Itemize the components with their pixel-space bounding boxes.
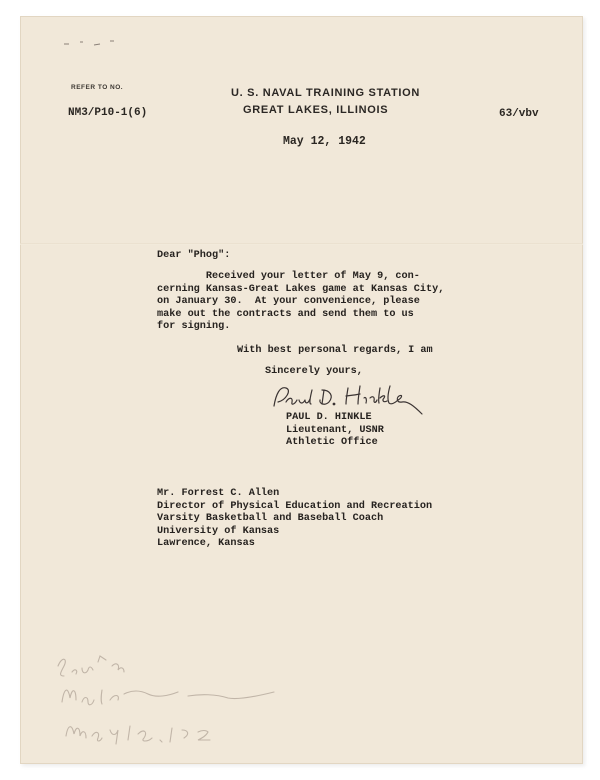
recipient-address	[157, 488, 432, 551]
letterhead-line-2: GREAT LAKES, ILLINOIS	[243, 104, 389, 116]
signer-name: PAUL D. HINKLE	[286, 412, 372, 423]
letter-page	[20, 16, 583, 764]
recipient-title-2: Varsity Basketball and Baseball Coach	[157, 513, 384, 524]
letterhead-line-1: U. S. NAVAL TRAINING STATION	[231, 87, 421, 99]
body-line: for signing.	[157, 321, 231, 332]
closing-regards: With best personal regards, I am	[237, 345, 433, 356]
body-line: cerning Kansas-Great Lakes game at Kansas City,	[157, 283, 445, 295]
recipient-institution: University of Kansas	[157, 525, 280, 537]
refer-to-label: REFER TO NO.	[71, 84, 124, 91]
letter-date: May 12, 1942	[283, 135, 366, 148]
recipient-city: Lawrence, Kansas	[157, 538, 255, 549]
body-line: Received your letter of May 9, con-	[157, 271, 420, 282]
pencil-annotation	[50, 644, 290, 764]
recipient-title-1: Director of Physical Education and Recreation	[157, 500, 433, 512]
signer-rank: Lieutenant, USNR	[286, 424, 384, 436]
fold-crease	[20, 243, 583, 245]
recipient-name: Mr. Forrest C. Allen	[157, 488, 280, 499]
body-line: on January 30. At your convenience, please	[157, 296, 420, 307]
letter-body	[157, 271, 444, 334]
salutation: Dear "Phog":	[157, 250, 231, 261]
reference-initials: 63/vbv	[499, 108, 539, 120]
signature-block	[286, 412, 384, 450]
signer-office: Athletic Office	[286, 437, 378, 448]
complimentary-close: Sincerely yours,	[265, 366, 363, 377]
body-line: make out the contracts and send them to us	[157, 308, 414, 320]
file-number: NM3/P10-1(6)	[68, 107, 148, 119]
ink-specks	[60, 36, 150, 56]
